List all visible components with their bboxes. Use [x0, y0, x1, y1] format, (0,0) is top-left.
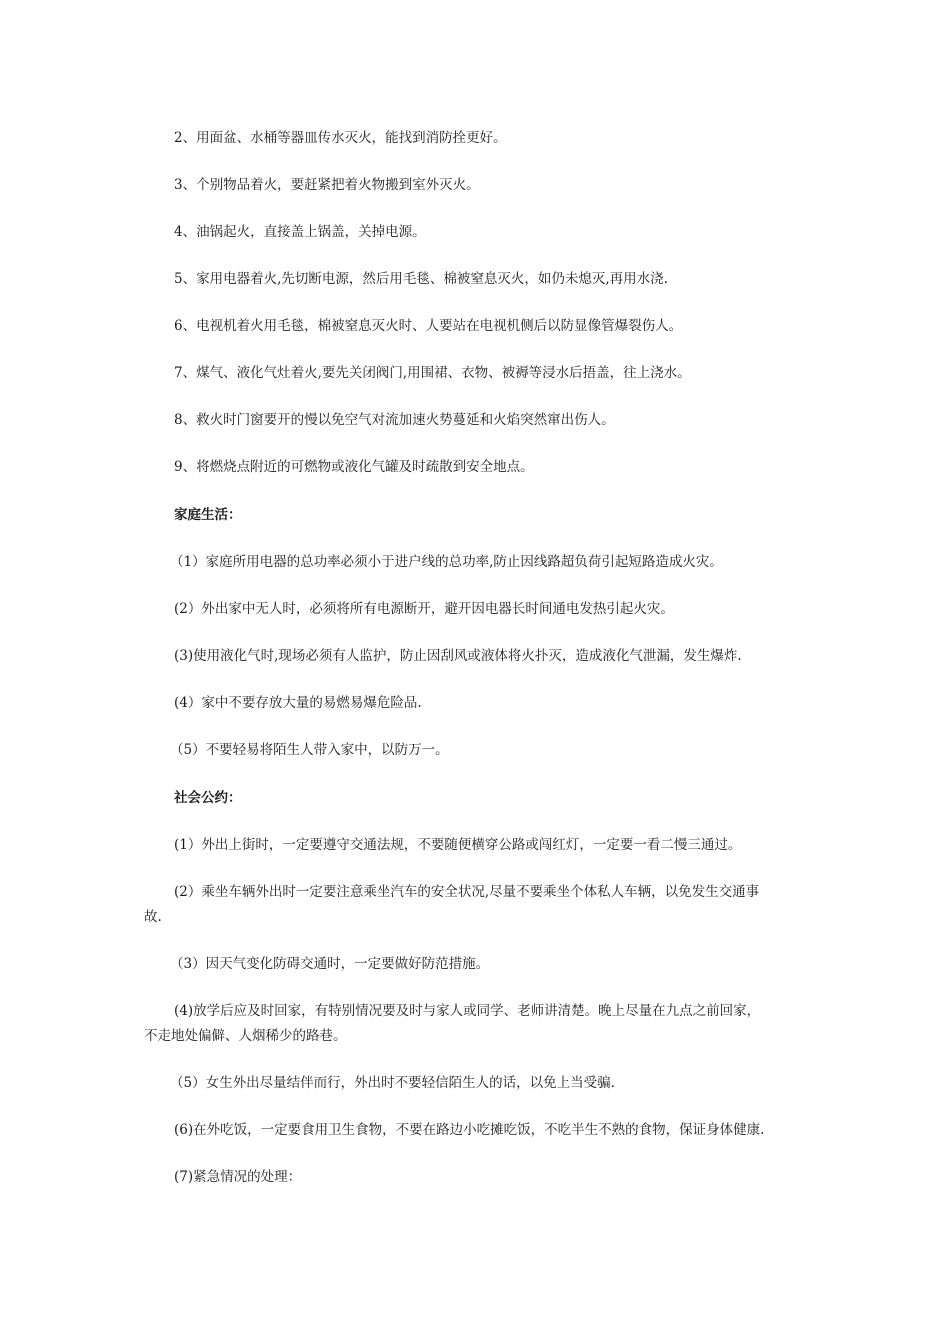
home-life-item-1: （1）家庭所用电器的总功率必须小于进户线的总功率,防止因线路超负荷引起短路造成火灾。 — [170, 554, 723, 570]
fire-tip-7: 7、煤气、液化气灶着火,要先关闭阀门,用围裙、衣物、被褥等浸水后捂盖，往上浇水。 — [174, 365, 691, 381]
social-item-2-cont: 故. — [144, 909, 162, 925]
social-item-5: （5）女生外出尽量结伴而行，外出时不要轻信陌生人的话，以免上当受骗. — [170, 1075, 615, 1091]
fire-tip-5: 5、家用电器着火,先切断电源，然后用毛毯、棉被窒息灭火，如仍未熄灭,再用水浇. — [174, 271, 668, 287]
fire-tip-6: 6、电视机着火用毛毯，棉被窒息灭火时、人要站在电视机侧后以防显像管爆裂伤人。 — [174, 318, 683, 334]
social-item-1: (1）外出上街时，一定要遵守交通法规，不要随便横穿公路或闯红灯，一定要一看二慢三通过。 — [174, 837, 742, 853]
social-item-4-cont: 不走地处偏僻、人烟稀少的路巷。 — [144, 1028, 347, 1044]
social-item-4: (4)放学后应及时回家，有特别情况要及时与家人或同学、老师讲清楚。晚上尽量在九点之前回家， — [174, 1003, 761, 1019]
fire-tip-9: 9、将燃烧点附近的可燃物或液化气罐及时疏散到安全地点。 — [174, 459, 534, 475]
fire-tip-3: 3、个别物品着火，要赶紧把着火物搬到室外灭火。 — [174, 177, 480, 193]
fire-tip-2: 2、用面盆、水桶等器皿传水灭火，能找到消防拴更好。 — [174, 130, 507, 146]
fire-tip-8: 8、救火时门窗要开的慢以免空气对流加速火势蔓延和火焰突然窜出伤人。 — [174, 412, 615, 428]
social-item-7: (7)紧急情况的处理： — [174, 1169, 302, 1185]
home-life-item-5: （5）不要轻易将陌生人带入家中，以防万一。 — [170, 742, 449, 758]
section-heading-social: 社会公约： — [174, 790, 242, 806]
section-heading-home-life: 家庭生活： — [174, 507, 242, 523]
social-item-3: （3）因天气变化防碍交通时，一定要做好防范措施。 — [170, 956, 490, 972]
social-item-2: (2）乘坐车辆外出时一定要注意乘坐汽车的安全状况,尽量不要乘坐个体私人车辆，以免发生交通事 — [174, 884, 760, 900]
home-life-item-3: (3)使用液化气时,现场必须有人监护，防止因刮风或液体将火扑灭，造成液化气泄漏，发生爆炸. — [174, 648, 742, 664]
home-life-item-2: (2）外出家中无人时，必须将所有电源断开，避开因电器长时间通电发热引起火灾。 — [174, 601, 674, 617]
home-life-item-4: (4）家中不要存放大量的易燃易爆危险品. — [174, 695, 422, 711]
social-item-6: (6)在外吃饭，一定要食用卫生食物，不要在路边小吃摊吃饭，不吃半生不熟的食物，保证身体健康. — [174, 1122, 765, 1138]
fire-tip-4: 4、油锅起火，直接盖上锅盖，关掉电源。 — [174, 224, 426, 240]
